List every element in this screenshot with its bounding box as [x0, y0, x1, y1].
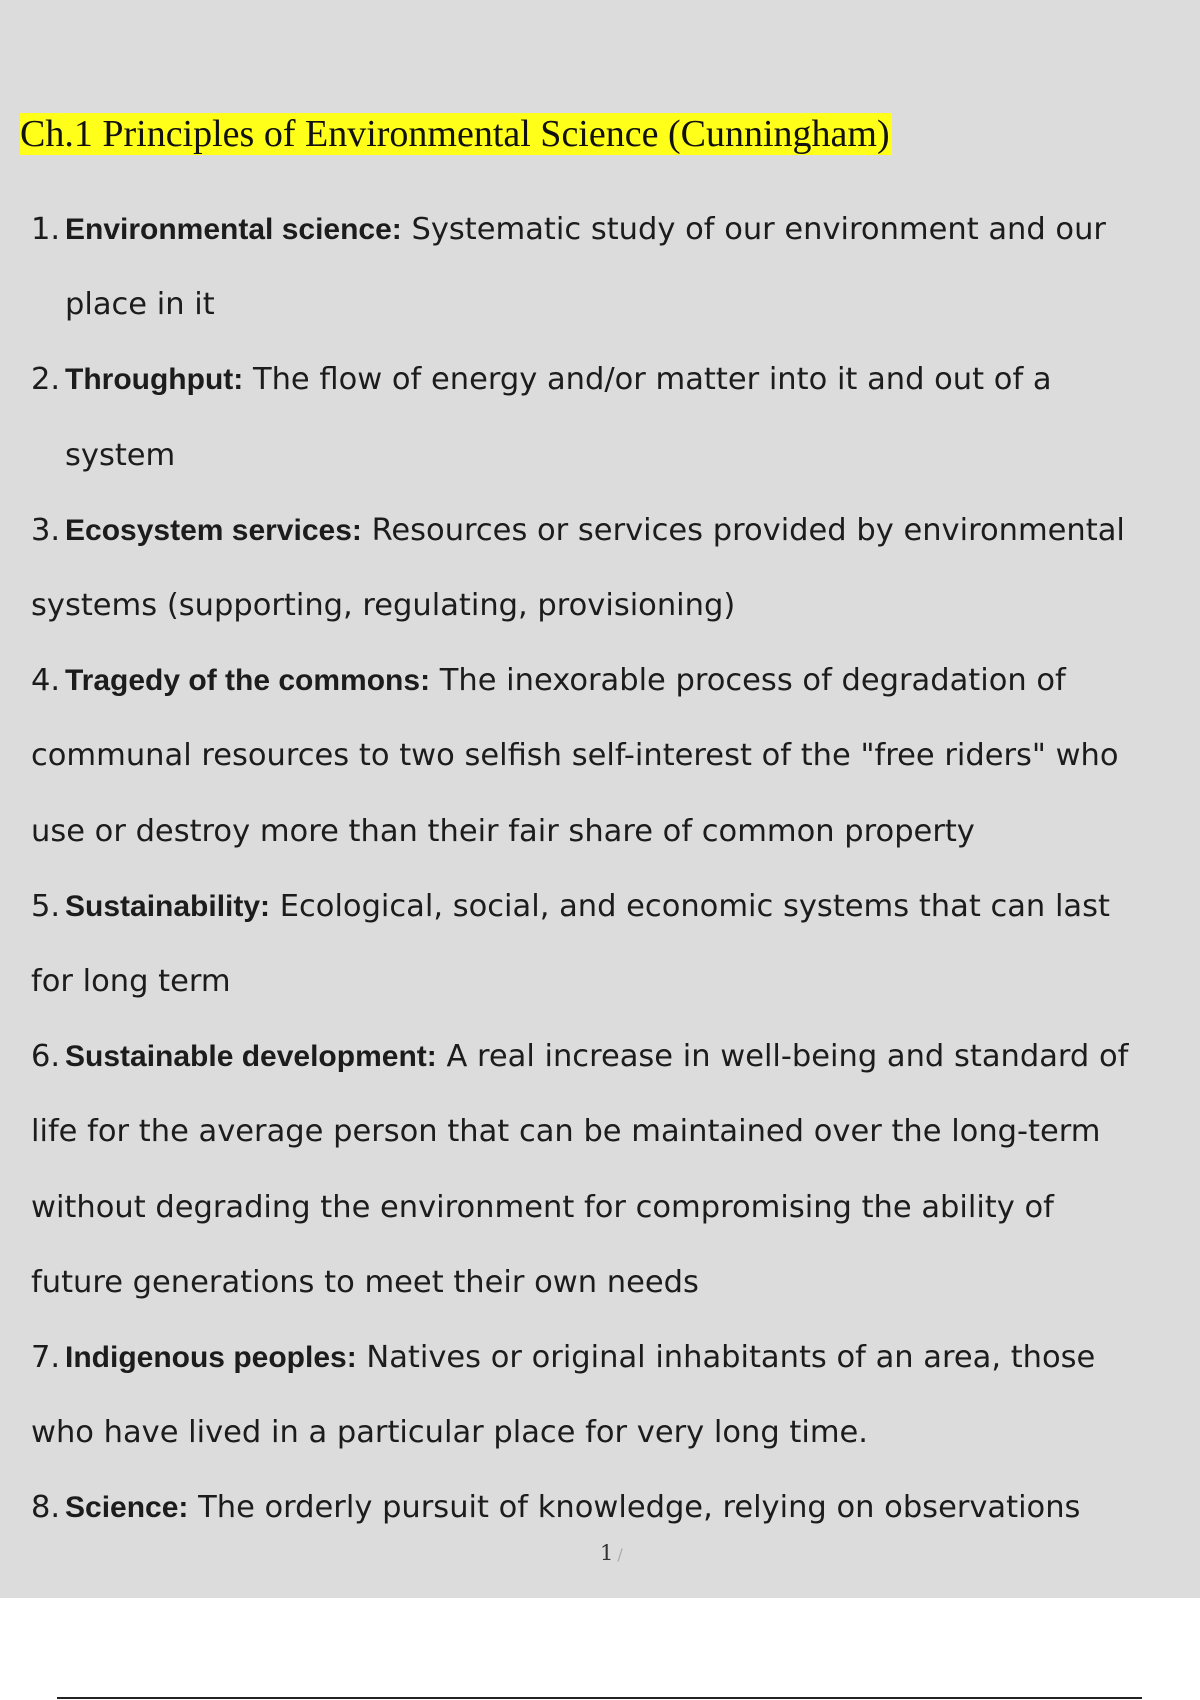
term-item-environmental-science: [0, 192, 1200, 342]
term-name: Environmental science:: [65, 213, 402, 246]
term-item-sustainable-development: [0, 1019, 1200, 1320]
term-first-line: [31, 1320, 1200, 1395]
term-list: [0, 192, 1200, 1546]
term-definition-continued: communal resources to two selfish self-interest of the "free riders" who: [31, 738, 1119, 774]
term-definition: Systematic study of our environment and our: [401, 212, 1106, 247]
term-definition-continued: place in it: [65, 287, 215, 323]
term-item-science: [0, 1470, 1200, 1545]
term-name: Tragedy of the commons:: [65, 664, 431, 698]
term-definition-continued: system: [65, 437, 176, 473]
term-first-line: [31, 342, 1200, 417]
term-definition-continued: life for the average person that can be maintained over the long-term: [31, 1114, 1101, 1150]
term-definition: The inexorable process of degradation of: [430, 663, 1066, 699]
term-first-line: [31, 493, 1200, 568]
term-definition-continued: without degrading the environment for compromising the ability of: [31, 1189, 1054, 1225]
term-number: 3.: [31, 512, 61, 548]
term-name: Ecosystem services:: [65, 513, 362, 547]
page-number-mark: /: [617, 1545, 623, 1564]
term-first-line: [31, 192, 1200, 267]
term-number: 1.: [31, 212, 61, 247]
term-definition-continued: systems (supporting, regulating, provisioning): [31, 588, 736, 624]
term-number: 2.: [31, 362, 61, 398]
term-name: Sustainable development:: [65, 1040, 437, 1074]
term-definition-continued: who have lived in a particular place for very long time.: [31, 1415, 868, 1451]
term-definition-continued: use or destroy more than their fair share of common property: [31, 813, 975, 849]
term-number: 6.: [31, 1039, 61, 1075]
term-name: Sustainability:: [65, 889, 271, 923]
page-number-value: 1: [600, 1541, 614, 1565]
term-item-ecosystem-services: [0, 493, 1200, 643]
term-name: Science:: [65, 1491, 189, 1525]
term-item-sustainability: [0, 869, 1200, 1019]
term-first-line: [31, 1019, 1200, 1094]
document-title: [20, 108, 892, 160]
term-first-line: [31, 869, 1200, 944]
term-definition-continued: for long term: [31, 964, 231, 1000]
term-item-throughput: [0, 342, 1200, 492]
page-number: [600, 1541, 623, 1565]
term-definition: A real increase in well-being and standard of: [436, 1039, 1129, 1075]
term-item-indigenous-peoples: [0, 1320, 1200, 1470]
term-number: 4.: [31, 663, 61, 699]
term-definition: Resources or services provided by environmental: [361, 512, 1125, 548]
term-definition-continued: future generations to meet their own needs: [31, 1264, 699, 1300]
term-name: Indigenous peoples:: [65, 1341, 357, 1375]
term-first-line: [31, 1470, 1200, 1545]
title-highlight: Ch.1 Principles of Environmental Science (Cunningham): [20, 113, 890, 155]
term-item-tragedy-of-the-commons: [0, 643, 1200, 869]
term-number: 5.: [31, 888, 61, 924]
term-number: 7.: [31, 1340, 61, 1376]
term-definition: Natives or original inhabitants of an area, those: [356, 1340, 1096, 1376]
term-name: Throughput:: [65, 363, 244, 397]
term-number: 8.: [31, 1490, 61, 1526]
term-definition: Ecological, social, and economic systems that can last: [270, 888, 1110, 924]
term-definition: The orderly pursuit of knowledge, relying on observations: [188, 1490, 1081, 1526]
next-page-rule: [57, 1697, 1142, 1699]
term-first-line: [31, 643, 1200, 718]
term-definition: The flow of energy and/or matter into it and out of a: [243, 362, 1052, 398]
